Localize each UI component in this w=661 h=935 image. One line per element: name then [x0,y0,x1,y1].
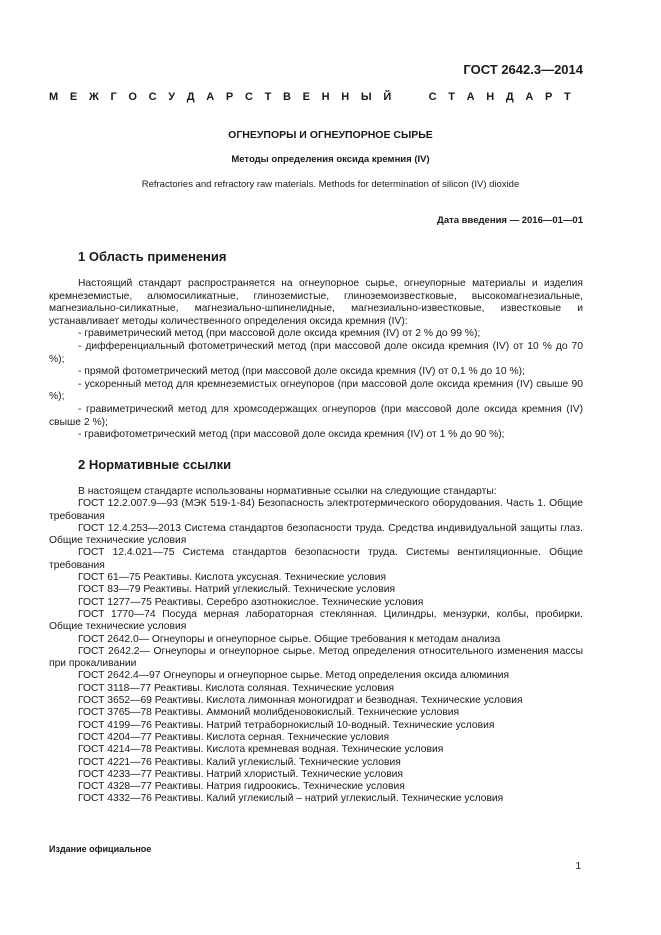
banner-letter: В [282,91,291,103]
scope-item: - ускоренный метод для кремнеземистых огнеупоров (при массовой доле оксида кремния (IV) свыше 90 %); [49,378,583,403]
reference-item: ГОСТ 4199—76 Реактивы. Натрий тетраборнокислый 10-водный. Технические условия [78,719,495,731]
reference-item: ГОСТ 3118—77 Реактивы. Кислота соляная. Технические условия [78,682,395,694]
scope-item: - дифференциальный фотометрический метод (при массовой доле оксида кремния (IV) от 10 % до 70 %); [49,340,583,365]
reference-item: ГОСТ 1277—75 Реактивы. Серебро азотнокислое. Технические условия [78,596,424,608]
scope-item: - гравиметрический метод для хромсодержащих огнеупоров (при массовой доле оксида кремния (IV) свыше 2 %); [49,403,583,428]
page-number: 1 [575,861,581,872]
document-code: ГОСТ 2642.3—2014 [463,62,583,77]
banner-letter: С [244,91,253,103]
reference-item: ГОСТ 12.4.253—2013 Система стандартов безопасности труда. Средства индивидуальной защиты глаз. Общие технические условия [49,522,583,547]
reference-item: ГОСТ 4214—78 Реактивы. Кислота кремневая водная. Технические условия [78,744,444,756]
banner-letter: О [128,91,137,103]
document-title: ОГНЕУПОРЫ И ОГНЕУПОРНОЕ СЫРЬЕ [228,129,433,141]
banner-letter: А [466,91,475,103]
reference-item: ГОСТ 83—79 Реактивы. Натрий углекислый. Технические условия [78,584,396,596]
banner-letter: С [148,91,157,103]
banner-letter: Р [544,91,553,103]
reference-item: ГОСТ 61—75 Реактивы. Кислота уксусная. Технические условия [78,572,387,584]
banner-letter: А [525,91,534,103]
reference-item: ГОСТ 3652—69 Реактивы. Кислота лимонная моногидрат и безводная. Технические условия [78,695,523,707]
banner-letter: Д [186,91,195,103]
reference-item: ГОСТ 4221—76 Реактивы. Калий углекислый. Технические условия [78,756,401,768]
reference-item: ГОСТ 12.2.007.9—93 (МЭК 519-1-84) Безопасность электротермического оборудования. Часть 1. Общие требования [49,498,583,522]
reference-item: ГОСТ 1770—74 Посуда мерная лабораторная стеклянная. Цилиндры, мензурки, колбы, пробирки. Общие технические условия [49,608,583,633]
scope-item: - прямой фотометрический метод (при массовой доле оксида кремния (IV) от 0,1 % до 10 %); [78,366,525,378]
section-1-heading: 1 Область применения [78,249,227,264]
interstate-standard-banner [49,91,571,103]
section-1-body [49,278,583,442]
banner-letter: Т [564,91,571,103]
banner-letter: С [428,91,437,103]
banner-letter: А [206,91,215,103]
reference-item: ГОСТ 2642.2— Огнеупоры и огнеупорное сырье. Метод определения относительного изменения массы при прокаливании [49,645,583,670]
banner-letter: Д [505,91,514,103]
references-intro: В настоящем стандарте использованы нормативные ссылки на следующие стандарты: [78,486,497,497]
reference-item: ГОСТ 2642.4—97 Огнеупоры и огнеупорное сырье. Метод определения оксида алюминия [78,670,510,682]
banner-gap [403,91,417,103]
banner-letter: Н [341,91,350,103]
official-edition-label: Издание официальное [49,844,152,854]
section-2-body [49,486,583,806]
reference-item: ГОСТ 4328—77 Реактивы. Натрия гидроокись. Технические условия [78,781,405,793]
banner-letter: Е [69,91,78,103]
banner-letter: Й [383,91,392,103]
reference-item: ГОСТ 4204—77 Реактивы. Кислота серная. Технические условия [78,731,390,743]
banner-letter: Т [264,91,272,103]
document-subtitle: Методы определения оксида кремния (IV) [231,154,430,165]
section-2-heading: 2 Нормативные ссылки [78,457,232,472]
banner-letter: Н [321,91,330,103]
introduction-date: Дата введения — 2016—01—01 [437,215,583,226]
english-title: Refractories and refractory raw materials. Methods for determination of silicon (IV) dioxide [141,179,520,190]
banner-letter: Р [225,91,234,103]
banner-letter: У [168,91,176,103]
banner-letter: М [49,91,59,103]
banner-letter: Е [302,91,310,103]
banner-letter: Ы [360,91,372,103]
scope-paragraph: Настоящий стандарт распространяется на огнеупорное сырье, огнеупорные материалы и изделия кремнеземистые, алюмосиликатные, глиноземистые, глиноземоизвестковые, высокомагнезиальные, магнезиально-силикатные, магнезиально-шпинелидные, магнезиально-известковые, известковые и устанавливает методы количественного определения оксида кремния (IV): [49,278,583,327]
reference-item: ГОСТ 4332—76 Реактивы. Калий углекислый – натрий углекислый. Технические условия [78,793,504,805]
reference-item: ГОСТ 3765—78 Реактивы. Аммоний молибденовокислый. Технические условия [78,707,460,719]
banner-letter: Ж [88,91,99,103]
reference-item: ГОСТ 2642.0— Огнеупоры и огнеупорное сырье. Общие требования к методам анализа [78,633,501,645]
banner-letter: Т [448,91,455,103]
reference-item: ГОСТ 12.4.021—75 Система стандартов безопасности труда. Системы вентиляционные. Общие требования [49,547,583,571]
banner-letter: Г [110,91,117,103]
scope-item: - гравиметрический метод (при массовой доле оксида кремния (IV) от 2 % до 99 %); [78,328,481,340]
reference-item: ГОСТ 4233—77 Реактивы. Натрий хлористый. Технические условия [78,768,403,780]
banner-letter: Н [486,91,495,103]
scope-item: - гравифотометрический метод (при массовой доле оксида кремния (IV) от 1 % до 90 %); [78,429,505,441]
